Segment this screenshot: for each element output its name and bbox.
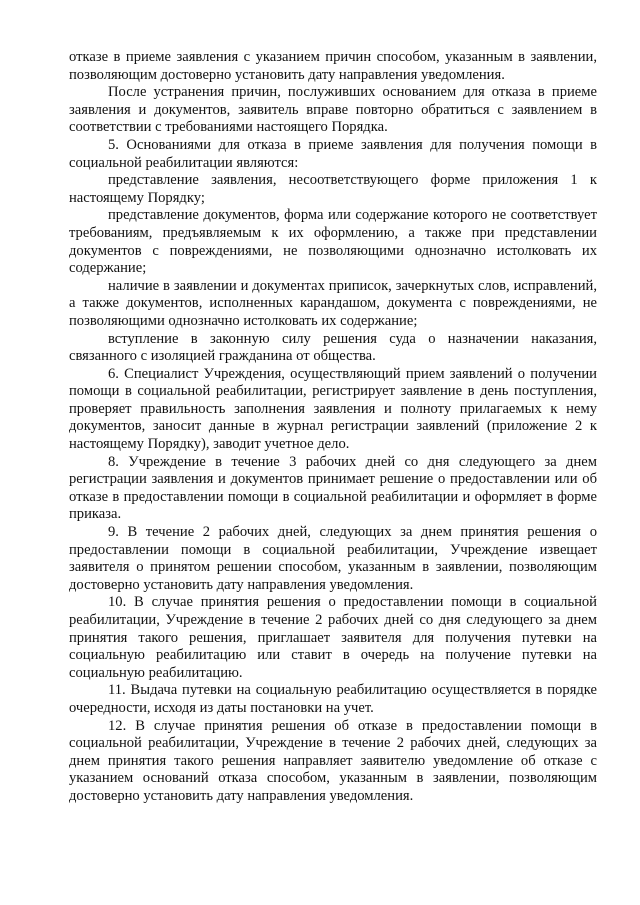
paragraph-ground-form: представление заявления, несоответствующего форме приложения 1 к настоящему Порядку;	[69, 172, 597, 206]
paragraph-ground-corrections: наличие в заявлении и документах приписок, зачеркнутых слов, исправлений, а также документов, исполненных карандашом, документа с повреждениями, не позволяющими однозначно истолковать их содержание;	[69, 277, 597, 329]
paragraph-item-10: 10. В случае принятия решения о предоставлении помощи в социальной реабилитации, Учреждение в течение 2 рабочих дней со дня следующего за днем принятия такого решения, приглашает заявителя для получения путевки на социальную реабилитацию или ставит в очередь на получение путевки на социальную реабилитацию.	[69, 594, 597, 681]
document-body	[69, 49, 597, 806]
paragraph-ground-court: вступление в законную силу решения суда о назначении наказания, связанного с изоляцией гражданина от общества.	[69, 330, 597, 365]
paragraph-ground-documents: представление документов, форма или содержание которого не соответствует требованиям, предъявляемым к их оформлению, а также при представлении документов с повреждениями, не позволяющими однозначно истолковать их содержание;	[69, 207, 597, 277]
paragraph-item-9: 9. В течение 2 рабочих дней, следующих за днем принятия решения о предоставлении помощи в социальной реабилитации, Учреждение извещает заявителя о принятом решении способом, указанным в заявлении, позволяющим достоверно установить дату направления уведомления.	[69, 524, 597, 593]
paragraph-item-6: 6. Специалист Учреждения, осуществляющий прием заявлений о получении помощи в социальной реабилитации, регистрирует заявление в день поступления, проверяет правильность заполнения заявления и полноту прилагаемых к нему документов, заносит данные в журнал регистрации заявлений (приложение 2 к настоящему Порядку), заводит учетное дело.	[69, 365, 597, 453]
paragraph-continuation: отказе в приеме заявления с указанием причин способом, указанным в заявлении, позволяющим достоверно установить дату направления уведомления.	[69, 49, 597, 83]
paragraph-reapply: После устранения причин, послуживших основанием для отказа в приеме заявления и документов, заявитель вправе повторно обратиться с заявлением в соответствии с требованиями настоящего Порядка.	[69, 84, 597, 136]
paragraph-item-5: 5. Основаниями для отказа в приеме заявления для получения помощи в социальной реабилитации являются:	[69, 136, 597, 171]
paragraph-item-12: 12. В случае принятия решения об отказе в предоставлении помощи в социальной реабилитации, Учреждение в течение 2 рабочих дней, следующих за днем принятия такого решения направляет заявителю уведомление об отказе с указанием оснований отказа способом, указанным в заявлении, позволяющим достоверно установить дату направления уведомления.	[69, 717, 597, 804]
paragraph-item-11: 11. Выдача путевки на социальную реабилитацию осуществляется в порядке очередности, исходя из даты постановки на учет.	[69, 682, 597, 716]
paragraph-item-8: 8. Учреждение в течение 3 рабочих дней со дня следующего за днем регистрации заявления и документов принимает решение о предоставлении или об отказе в предоставлении помощи в социальной реабилитации и оформляет в форме приказа.	[69, 453, 597, 523]
